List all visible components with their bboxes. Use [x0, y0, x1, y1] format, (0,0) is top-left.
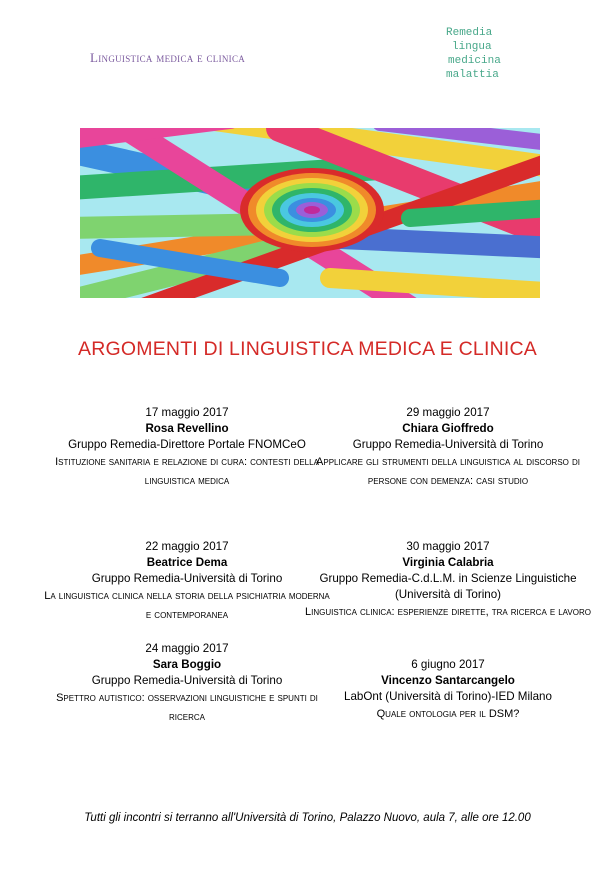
page-title: ARGOMENTI DI LINGUISTICA MEDICA E CLINICA [78, 338, 537, 360]
event-item [42, 539, 332, 625]
event-date: 17 maggio 2017 [145, 406, 229, 419]
event-affiliation: Gruppo Remedia-Università di Torino [91, 572, 283, 585]
event-speaker: Virginia Calabria [402, 556, 494, 569]
event-topic: Linguistica clinica: esperienze dirette, tra ricerca e lavoro [305, 606, 591, 618]
banner-artwork [80, 128, 540, 298]
event-topic: Applicare gli strumenti della linguistica al discorso di persone con demenza: casi studio [316, 456, 580, 487]
event-date: 30 maggio 2017 [406, 540, 490, 553]
event-affiliation: Gruppo Remedia-Direttore Portale FNOMCeO [68, 438, 306, 451]
event-date: 29 maggio 2017 [406, 406, 490, 419]
event-date: 22 maggio 2017 [145, 540, 229, 553]
event-affiliation: Gruppo Remedia-C.d.L.M. in Scienze Linguistiche (Università di Torino) [319, 572, 577, 601]
event-item [42, 641, 332, 727]
event-affiliation: Gruppo Remedia-Università di Torino [91, 674, 283, 687]
event-item [42, 405, 332, 491]
event-date: 24 maggio 2017 [145, 642, 229, 655]
event-topic: Quale ontologia per il DSM? [376, 708, 520, 720]
event-speaker: Beatrice Dema [146, 556, 228, 569]
footer-note: Tutti gli incontri si terranno all'Università di Torino, Palazzo Nuovo, aula 7, alle ore 12.00 [84, 812, 531, 824]
event-speaker: Vincenzo Santarcangelo [381, 674, 515, 687]
event-date: 6 giugno 2017 [411, 658, 485, 671]
colorful-strokes-image [80, 128, 540, 298]
event-affiliation: Gruppo Remedia-Università di Torino [352, 438, 544, 451]
event-speaker: Rosa Revellino [145, 422, 229, 435]
event-affiliation: LabOnt (Università di Torino)-IED Milano [344, 690, 552, 703]
event-speaker: Sara Boggio [152, 658, 222, 671]
remedia-logo-text [446, 26, 501, 82]
event-topic: Istituzione sanitaria e relazione di cura: contesti della linguistica medica [55, 456, 319, 487]
event-item [303, 539, 593, 622]
event-item [303, 657, 593, 724]
event-topic: La linguistica clinica nella storia della psichiatria moderna e contemporanea [44, 590, 330, 621]
event-item [303, 405, 593, 491]
logo-line-lingua: lingua [452, 41, 492, 53]
logo-line-remedia: Remedia [446, 27, 493, 39]
logo-line-medicina: medicina [448, 55, 501, 67]
header-title: Linguistica medica e clinica [90, 50, 246, 65]
logo-line-malattia: malattia [446, 69, 499, 81]
event-speaker: Chiara Gioffredo [402, 422, 494, 435]
event-topic: Spettro autistico: osservazioni linguistiche e spunti di ricerca [56, 692, 318, 723]
target-rings [240, 168, 384, 252]
